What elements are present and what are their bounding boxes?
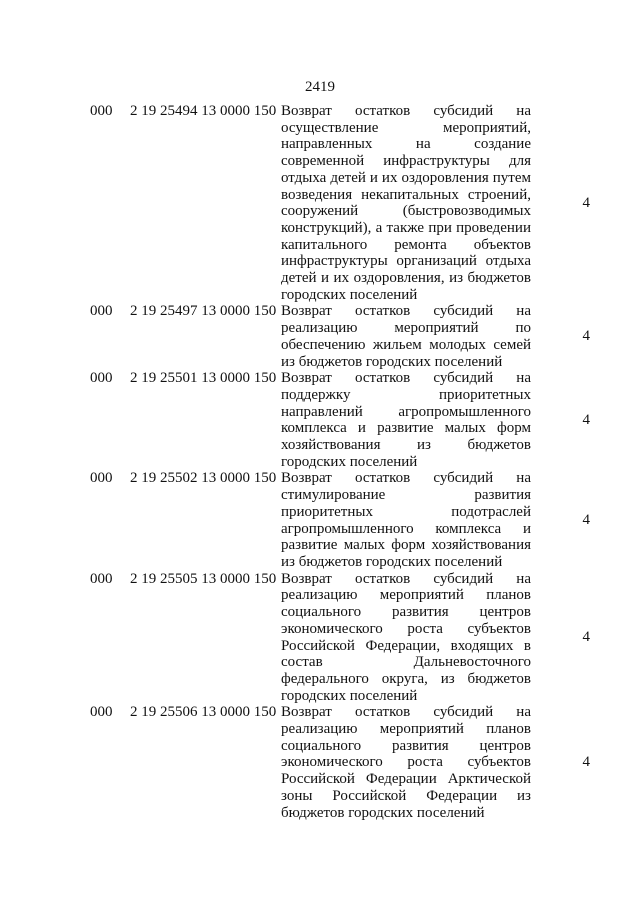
table-row	[90, 103, 590, 303]
table-row	[90, 704, 590, 821]
row-description: Возврат остатков субсидий на реализацию мероприятий планов социального развития центров экономического роста субъектов Российской Федерации, входящих в состав Дальневосточного федерального округа, из бюджетов городских поселений	[281, 570, 531, 704]
table-row	[90, 303, 590, 370]
kbk-code: 2 19 25502 13 0000 150	[130, 470, 277, 487]
code-cell	[90, 470, 281, 487]
row-value: 4	[582, 194, 590, 211]
table-row	[90, 571, 590, 705]
table-row	[90, 470, 590, 570]
code-cell	[90, 103, 281, 120]
code-cell	[90, 704, 281, 721]
admin-code: 000	[90, 704, 113, 721]
kbk-code: 2 19 25506 13 0000 150	[130, 704, 277, 721]
row-value: 4	[582, 629, 590, 646]
code-cell	[90, 303, 281, 320]
row-description: Возврат остатков субсидий на осуществление мероприятий, направленных на создание современной инфраструктуры для отдыха детей и их оздоровления путем возведения некапитальных строений, сооружений (быстровозводимых конструкций), а также при проведении капитального ремонта объектов инфраструктуры организаций отдыха детей и их оздоровления, из бюджетов городских поселений	[281, 103, 531, 303]
row-description: Возврат остатков субсидий на поддержку приоритетных направлений агропромышленного комплекса и развитие малых форм хозяйствования из бюджетов городских поселений	[281, 370, 531, 470]
table-row	[90, 370, 590, 470]
admin-code: 000	[90, 370, 113, 387]
row-value: 4	[582, 754, 590, 771]
kbk-code: 2 19 25497 13 0000 150	[130, 303, 277, 320]
admin-code: 000	[90, 470, 113, 487]
row-description: Возврат остатков субсидий на стимулирование развития приоритетных подотраслей агропромышленного комплекса и развитие малых форм хозяйствования из бюджетов городских поселений	[281, 470, 531, 570]
row-value: 4	[582, 412, 590, 428]
admin-code: 000	[90, 103, 113, 119]
kbk-code: 2 19 25501 13 0000 150	[130, 370, 277, 387]
code-cell	[90, 370, 281, 387]
row-value: 4	[582, 328, 590, 345]
row-description: Возврат остатков субсидий на реализацию мероприятий планов социального развития центров экономического роста субъектов Российской Федерации Арктической зоны Российской Федерации из бюджетов городских поселений	[281, 704, 531, 821]
admin-code: 000	[90, 303, 113, 320]
code-cell	[90, 571, 281, 588]
row-value: 4	[582, 512, 590, 529]
row-description: Возврат остатков субсидий на реализацию мероприятий по обеспечению жильем молодых семей из бюджетов городских поселений	[281, 303, 531, 370]
kbk-code: 2 19 25494 13 0000 150	[130, 103, 277, 119]
kbk-code: 2 19 25505 13 0000 150	[130, 570, 277, 587]
budget-code-table	[90, 103, 590, 821]
page-number: 2419	[305, 79, 335, 95]
admin-code: 000	[90, 570, 113, 587]
